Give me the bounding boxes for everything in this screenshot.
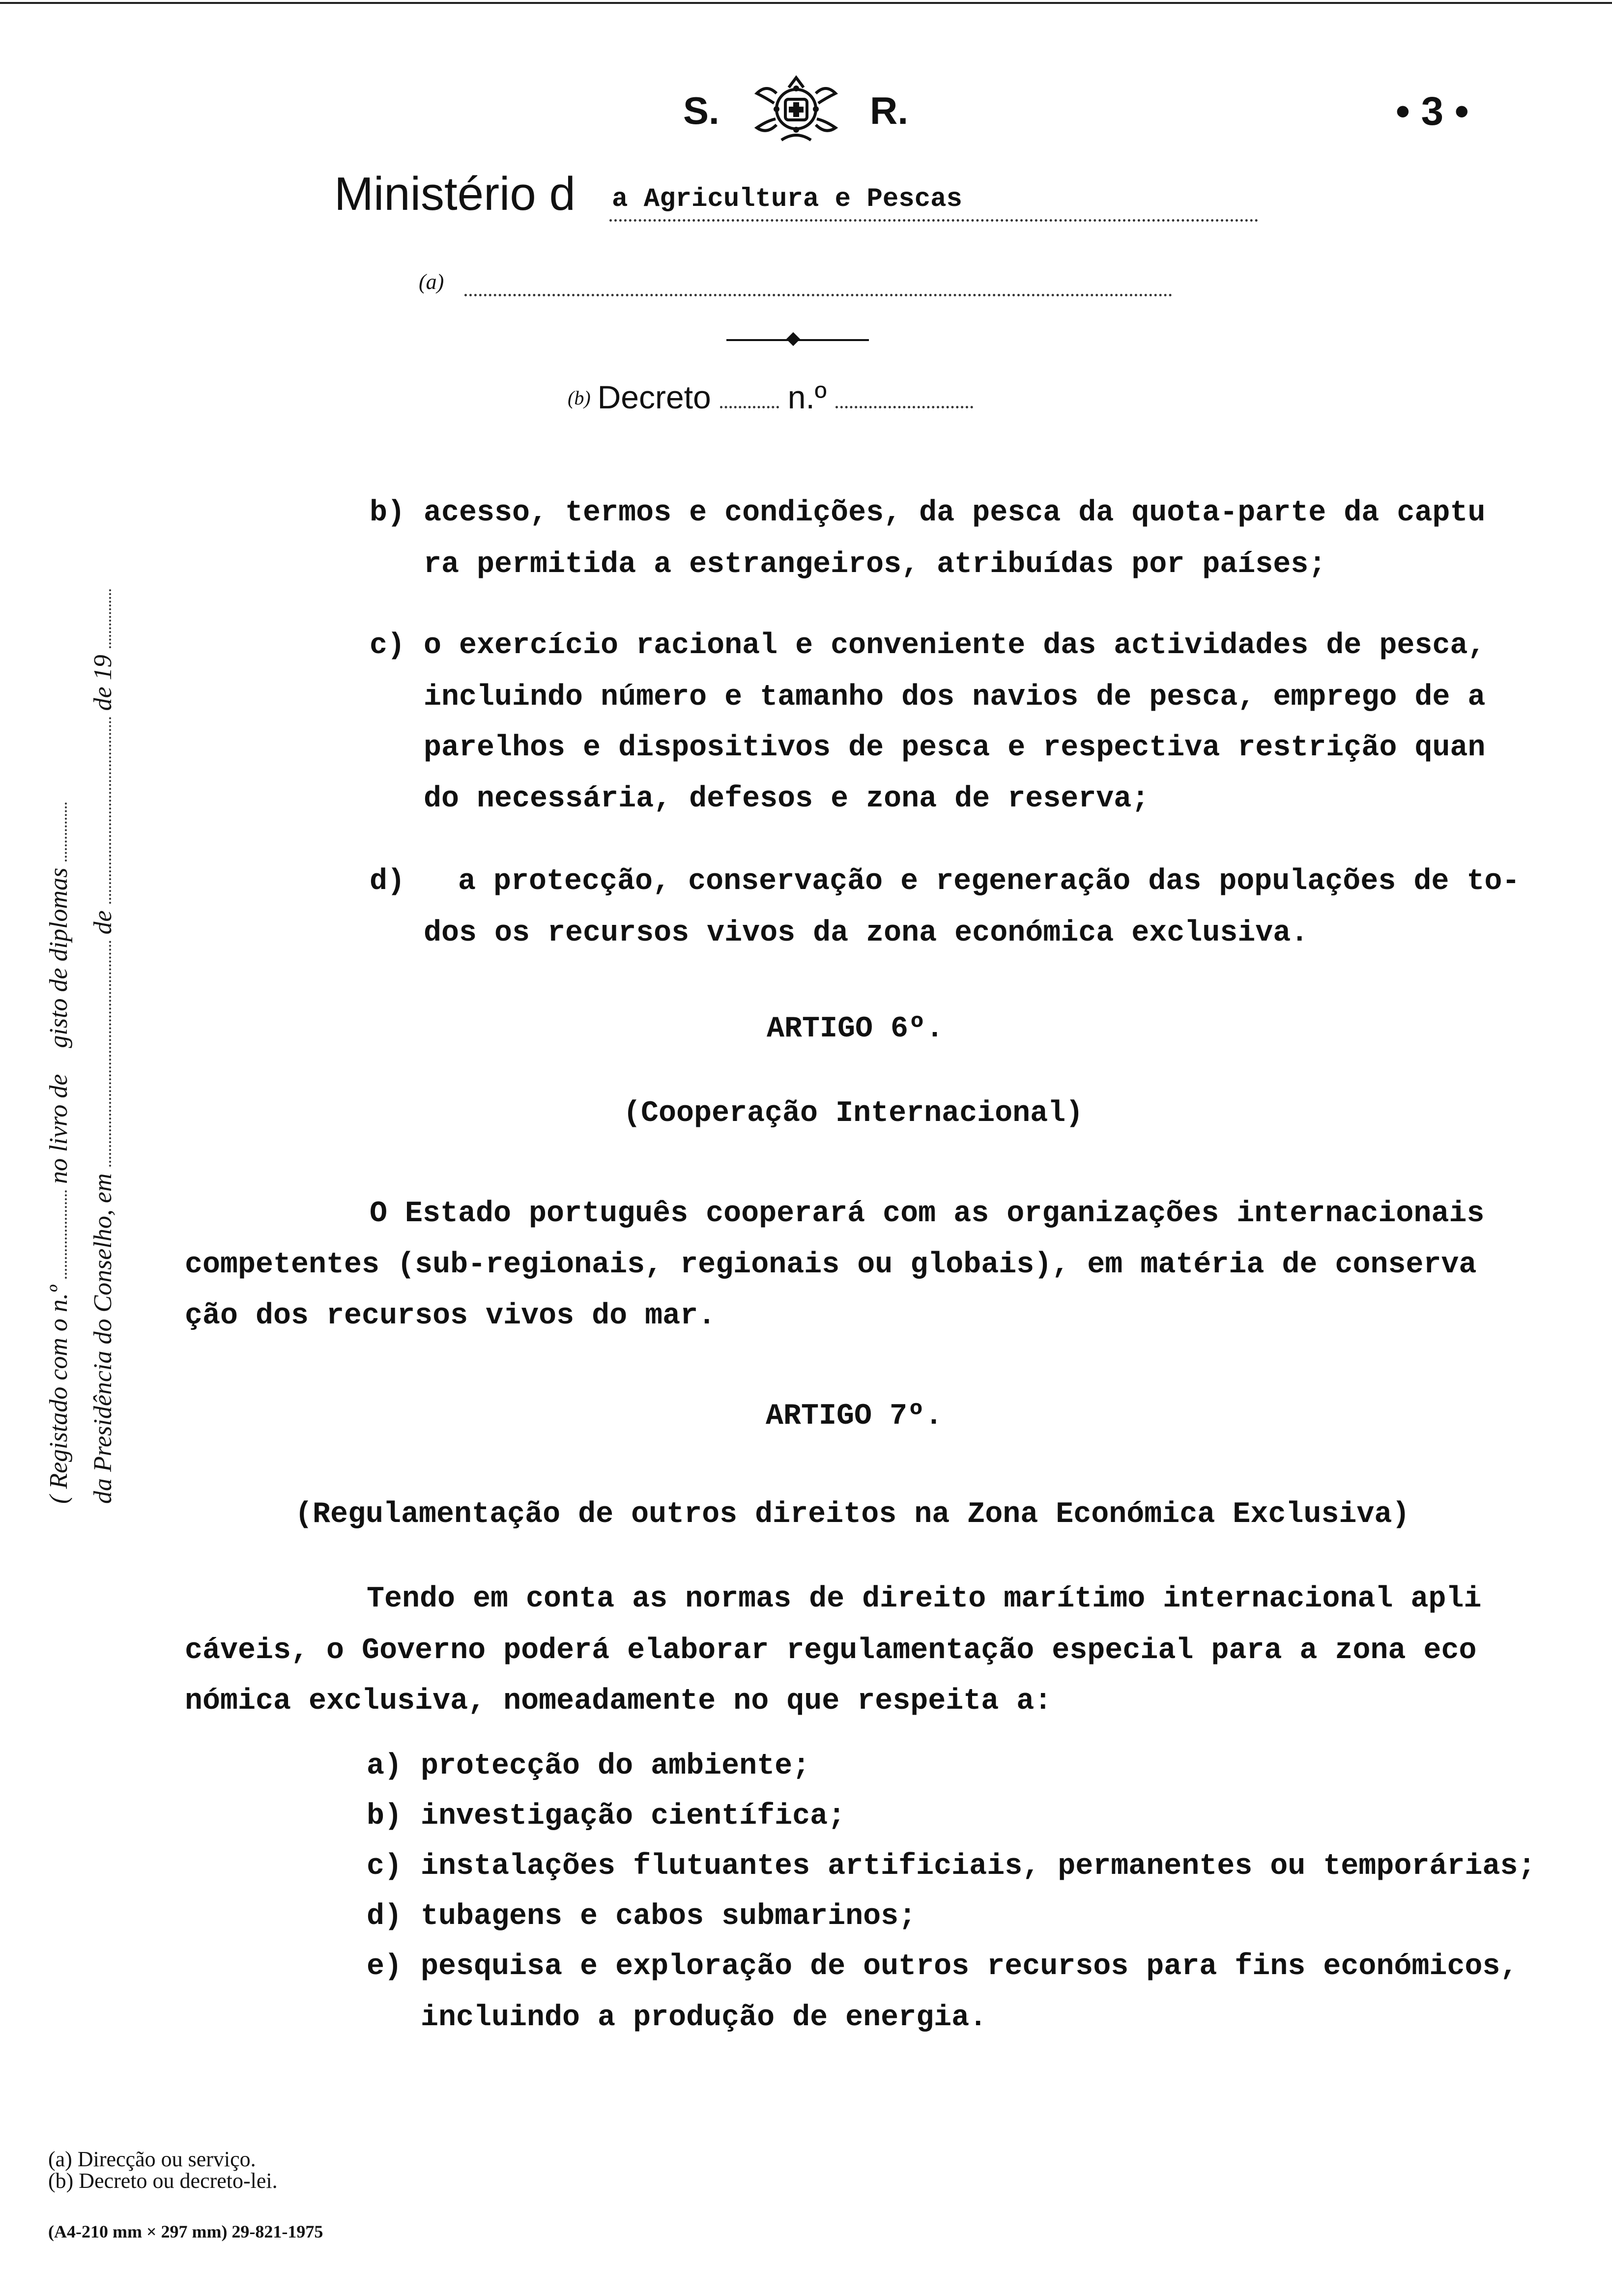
header-right-letter: R. bbox=[870, 89, 908, 132]
coat-of-arms-emblem bbox=[747, 74, 845, 147]
page-header bbox=[0, 74, 1612, 152]
article-6-line-1: O Estado português cooperará com as organizações internacionais bbox=[370, 1197, 1485, 1231]
article-7-last-line: incluindo a produção de energia. bbox=[421, 2001, 987, 2035]
decree-line bbox=[568, 378, 973, 416]
article-7-item-e-marker: e) bbox=[367, 1950, 403, 1983]
ministry-fill-line bbox=[609, 219, 1258, 222]
article-7-item-d-marker: d) bbox=[367, 1900, 403, 1933]
article-7-line-3: nómica exclusiva, nomeadamente no que respeita a: bbox=[185, 1685, 1052, 1718]
decree-marker: (b) bbox=[568, 387, 591, 409]
item-c-marker: c) bbox=[370, 629, 405, 662]
registration-margin-note bbox=[34, 580, 143, 1504]
article-7-item-b: investigação científica; bbox=[421, 1800, 846, 1833]
decree-number-fill bbox=[835, 406, 973, 408]
item-c-line-3: parelhos e dispositivos de pesca e respectiva restrição quan bbox=[424, 731, 1486, 765]
item-b-line-2: ra permitida a estrangeiros, atribuídas por países; bbox=[424, 548, 1326, 581]
decree-number-label: n.º bbox=[787, 379, 827, 415]
article-7-subtitle: (Regulamentação de outros direitos na Zona Económica Exclusiva) bbox=[295, 1498, 1410, 1531]
top-border-line bbox=[0, 2, 1612, 4]
margin-line-2: da Presidência do Conselho, em de de 19 bbox=[88, 589, 117, 1504]
article-7-item-c: instalações flutuantes artificiais, permanentes ou temporárias; bbox=[421, 1850, 1536, 1883]
article-6-line-2: competentes (sub-regionais, regionais ou globais), em matéria de conserva bbox=[185, 1248, 1477, 1282]
footnote-b: (b) Decreto ou decreto-lei. bbox=[48, 2169, 278, 2193]
article-7-item-c-marker: c) bbox=[367, 1850, 403, 1883]
article-7-line-1: Tendo em conta as normas de direito marítimo internacional apli bbox=[367, 1582, 1482, 1616]
item-d-marker: d) bbox=[370, 865, 405, 898]
header-left-letter: S. bbox=[683, 89, 720, 132]
item-b-marker: b) bbox=[370, 496, 405, 530]
decree-word: Decreto bbox=[597, 379, 711, 415]
item-b-line-1: acesso, termos e condições, da pesca da quota-parte da captu bbox=[424, 496, 1486, 530]
direction-fill-line bbox=[464, 294, 1172, 296]
article-7-item-d: tubagens e cabos submarinos; bbox=[421, 1900, 917, 1933]
article-7-item-e: pesquisa e exploração de outros recursos para fins económicos, bbox=[421, 1950, 1518, 1983]
article-7-item-a: protecção do ambiente; bbox=[421, 1750, 810, 1783]
article-6-title: ARTIGO 6º. bbox=[767, 1012, 944, 1046]
article-6-subtitle: (Cooperação Internacional) bbox=[623, 1097, 1084, 1130]
footnote-a: (a) Direcção ou serviço. bbox=[48, 2147, 256, 2171]
direction-label: (a) bbox=[419, 270, 444, 294]
margin-line-1: ( Registado com o n.º no livro de gisto de diplomas bbox=[44, 803, 73, 1504]
item-c-line-4: do necessária, defesos e zona de reserva; bbox=[424, 782, 1150, 816]
divider-diamond bbox=[786, 332, 800, 346]
article-7-item-b-marker: b) bbox=[367, 1800, 403, 1833]
form-reference: (A4-210 mm × 297 mm) 29-821-1975 bbox=[48, 2222, 323, 2241]
item-d-line-1: a protecção, conservação e regeneração das populações de to- bbox=[458, 865, 1520, 898]
article-6-line-3: ção dos recursos vivos do mar. bbox=[185, 1299, 716, 1333]
decree-fill bbox=[720, 406, 779, 408]
ministry-name: a Agricultura e Pescas bbox=[612, 184, 962, 214]
page-number: • 3 • bbox=[1396, 89, 1469, 134]
item-c-line-2: incluindo número e tamanho dos navios de pesca, emprego de a bbox=[424, 681, 1486, 714]
item-d-line-2: dos os recursos vivos da zona económica exclusiva. bbox=[424, 917, 1309, 950]
article-7-title: ARTIGO 7º. bbox=[766, 1400, 943, 1433]
item-c-line-1: o exercício racional e conveniente das actividades de pesca, bbox=[424, 629, 1486, 662]
ministry-heading: Ministério d bbox=[334, 168, 576, 220]
article-7-item-a-marker: a) bbox=[367, 1750, 403, 1783]
article-7-line-2: cáveis, o Governo poderá elaborar regulamentação especial para a zona eco bbox=[185, 1634, 1477, 1667]
